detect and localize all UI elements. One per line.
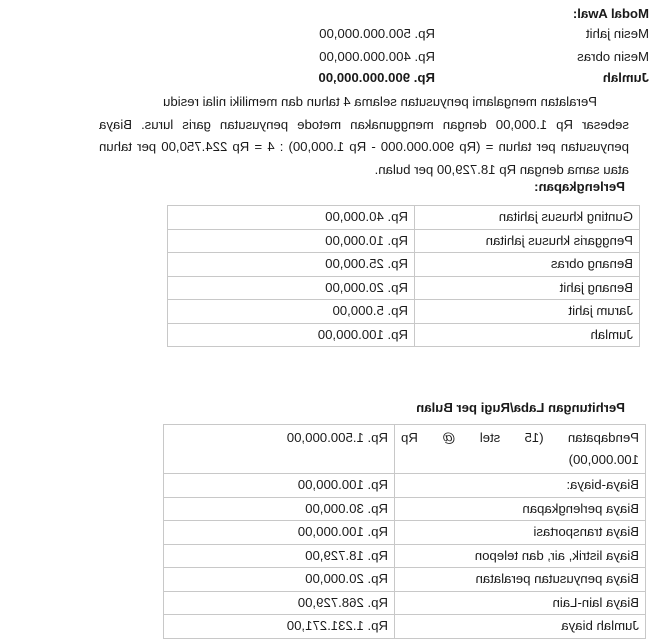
row-label: Biaya penyusutan peralatan — [395, 568, 646, 592]
perlengkapan-title: Perlengkapan: — [534, 179, 625, 194]
row-label: Jumlah biaya — [395, 615, 646, 639]
row-label: Biaya listrik, air, dan telepon — [395, 544, 646, 568]
laba-rugi-title: Perhitungan Laba/Rugi per Bulan — [416, 400, 625, 415]
modal-total-name: Jumlah — [602, 70, 649, 85]
table-row — [168, 276, 640, 300]
row-value: Rp. 10.000,00 — [168, 229, 415, 253]
pendapatan-line-2: 100.000,00) — [568, 452, 639, 467]
table-row — [168, 253, 640, 277]
row-value: Rp. 5.000,00 — [168, 300, 415, 324]
pendapatan-line-1 — [401, 427, 639, 449]
modal-total-value: Rp. 900.000.000,00 — [318, 70, 435, 85]
row-value: Rp. 30.000,00 — [164, 497, 395, 521]
paragraph-rest: sebesar Rp 1.000,00 dengan menggunakan metode penyusutan garis lurus. Biaya penyusutan per tahun = (Rp 900.000.000 - Rp 1.000,00) : 4 = Rp 224.750,00 per tahun atau sama dengan Rp 18.729,00 per bulan. — [99, 116, 629, 177]
penyusutan-paragraph — [99, 91, 629, 181]
table-row — [168, 229, 640, 253]
table-row — [164, 425, 646, 474]
row-label: Biaya-biaya: — [395, 474, 646, 498]
table-row — [164, 474, 646, 498]
modal-item-value: Rp. 500.000.000,00 — [319, 26, 435, 41]
laba-rugi-table — [163, 424, 646, 639]
row-value: Rp. 100.000,00 — [164, 521, 395, 545]
row-value: Rp. 100.000,00 — [168, 323, 415, 347]
row-label: Biaya lain-Lain — [395, 591, 646, 615]
row-label: Jumlah — [415, 323, 640, 347]
row-label: Penggaris khusus jahitan — [415, 229, 640, 253]
row-value: Rp. 20.000,00 — [168, 276, 415, 300]
row-value: Rp. 268.729,00 — [164, 591, 395, 615]
row-label: Gunting khusus jahitan — [415, 206, 640, 230]
modal-item-row — [0, 47, 657, 67]
modal-awal-title: Modal Awal: — [572, 6, 649, 21]
modal-total-row — [0, 68, 657, 88]
paragraph-line-1: Peralatan mengalami penyusutan selama 4 tahun dan memiliki nilai residu — [163, 94, 597, 109]
table-row — [164, 497, 646, 521]
row-label: Benang jahit — [415, 276, 640, 300]
table-row — [164, 544, 646, 568]
modal-item-row — [0, 24, 657, 44]
modal-item-name: Mesin obras — [577, 49, 649, 64]
row-value: Rp. 20.000,00 — [164, 568, 395, 592]
modal-item-name: Mesin jahit — [585, 26, 649, 41]
row-value: Rp. 100.000,00 — [164, 474, 395, 498]
row-label: Biaya transportasi — [395, 521, 646, 545]
pendapatan-value: Rp. 1.500.000,00 — [164, 425, 395, 474]
row-label: Jarum jahit — [415, 300, 640, 324]
table-row — [168, 206, 640, 230]
pendapatan-word: Pendapatan — [567, 430, 639, 445]
table-row — [164, 591, 646, 615]
table-row — [164, 521, 646, 545]
table-row — [168, 323, 640, 347]
pendapatan-word: @ — [442, 430, 456, 445]
row-value: Rp. 1.231.271,00 — [164, 615, 395, 639]
table-row — [168, 300, 640, 324]
row-value: Rp. 40.000,00 — [168, 206, 415, 230]
pendapatan-word: stel — [479, 430, 501, 445]
row-label: Benang obras — [415, 253, 640, 277]
table-row — [164, 615, 646, 639]
row-label: Biaya perlengkapan — [395, 497, 646, 521]
pendapatan-word: (15 — [524, 430, 544, 445]
pendapatan-cell — [395, 425, 646, 474]
row-value: Rp. 18.729,00 — [164, 544, 395, 568]
modal-item-value: Rp. 400.000.000,00 — [319, 49, 435, 64]
row-value: Rp. 25.000,00 — [168, 253, 415, 277]
pendapatan-word: Rp — [401, 430, 418, 445]
table-row — [164, 568, 646, 592]
perlengkapan-table — [167, 205, 640, 347]
